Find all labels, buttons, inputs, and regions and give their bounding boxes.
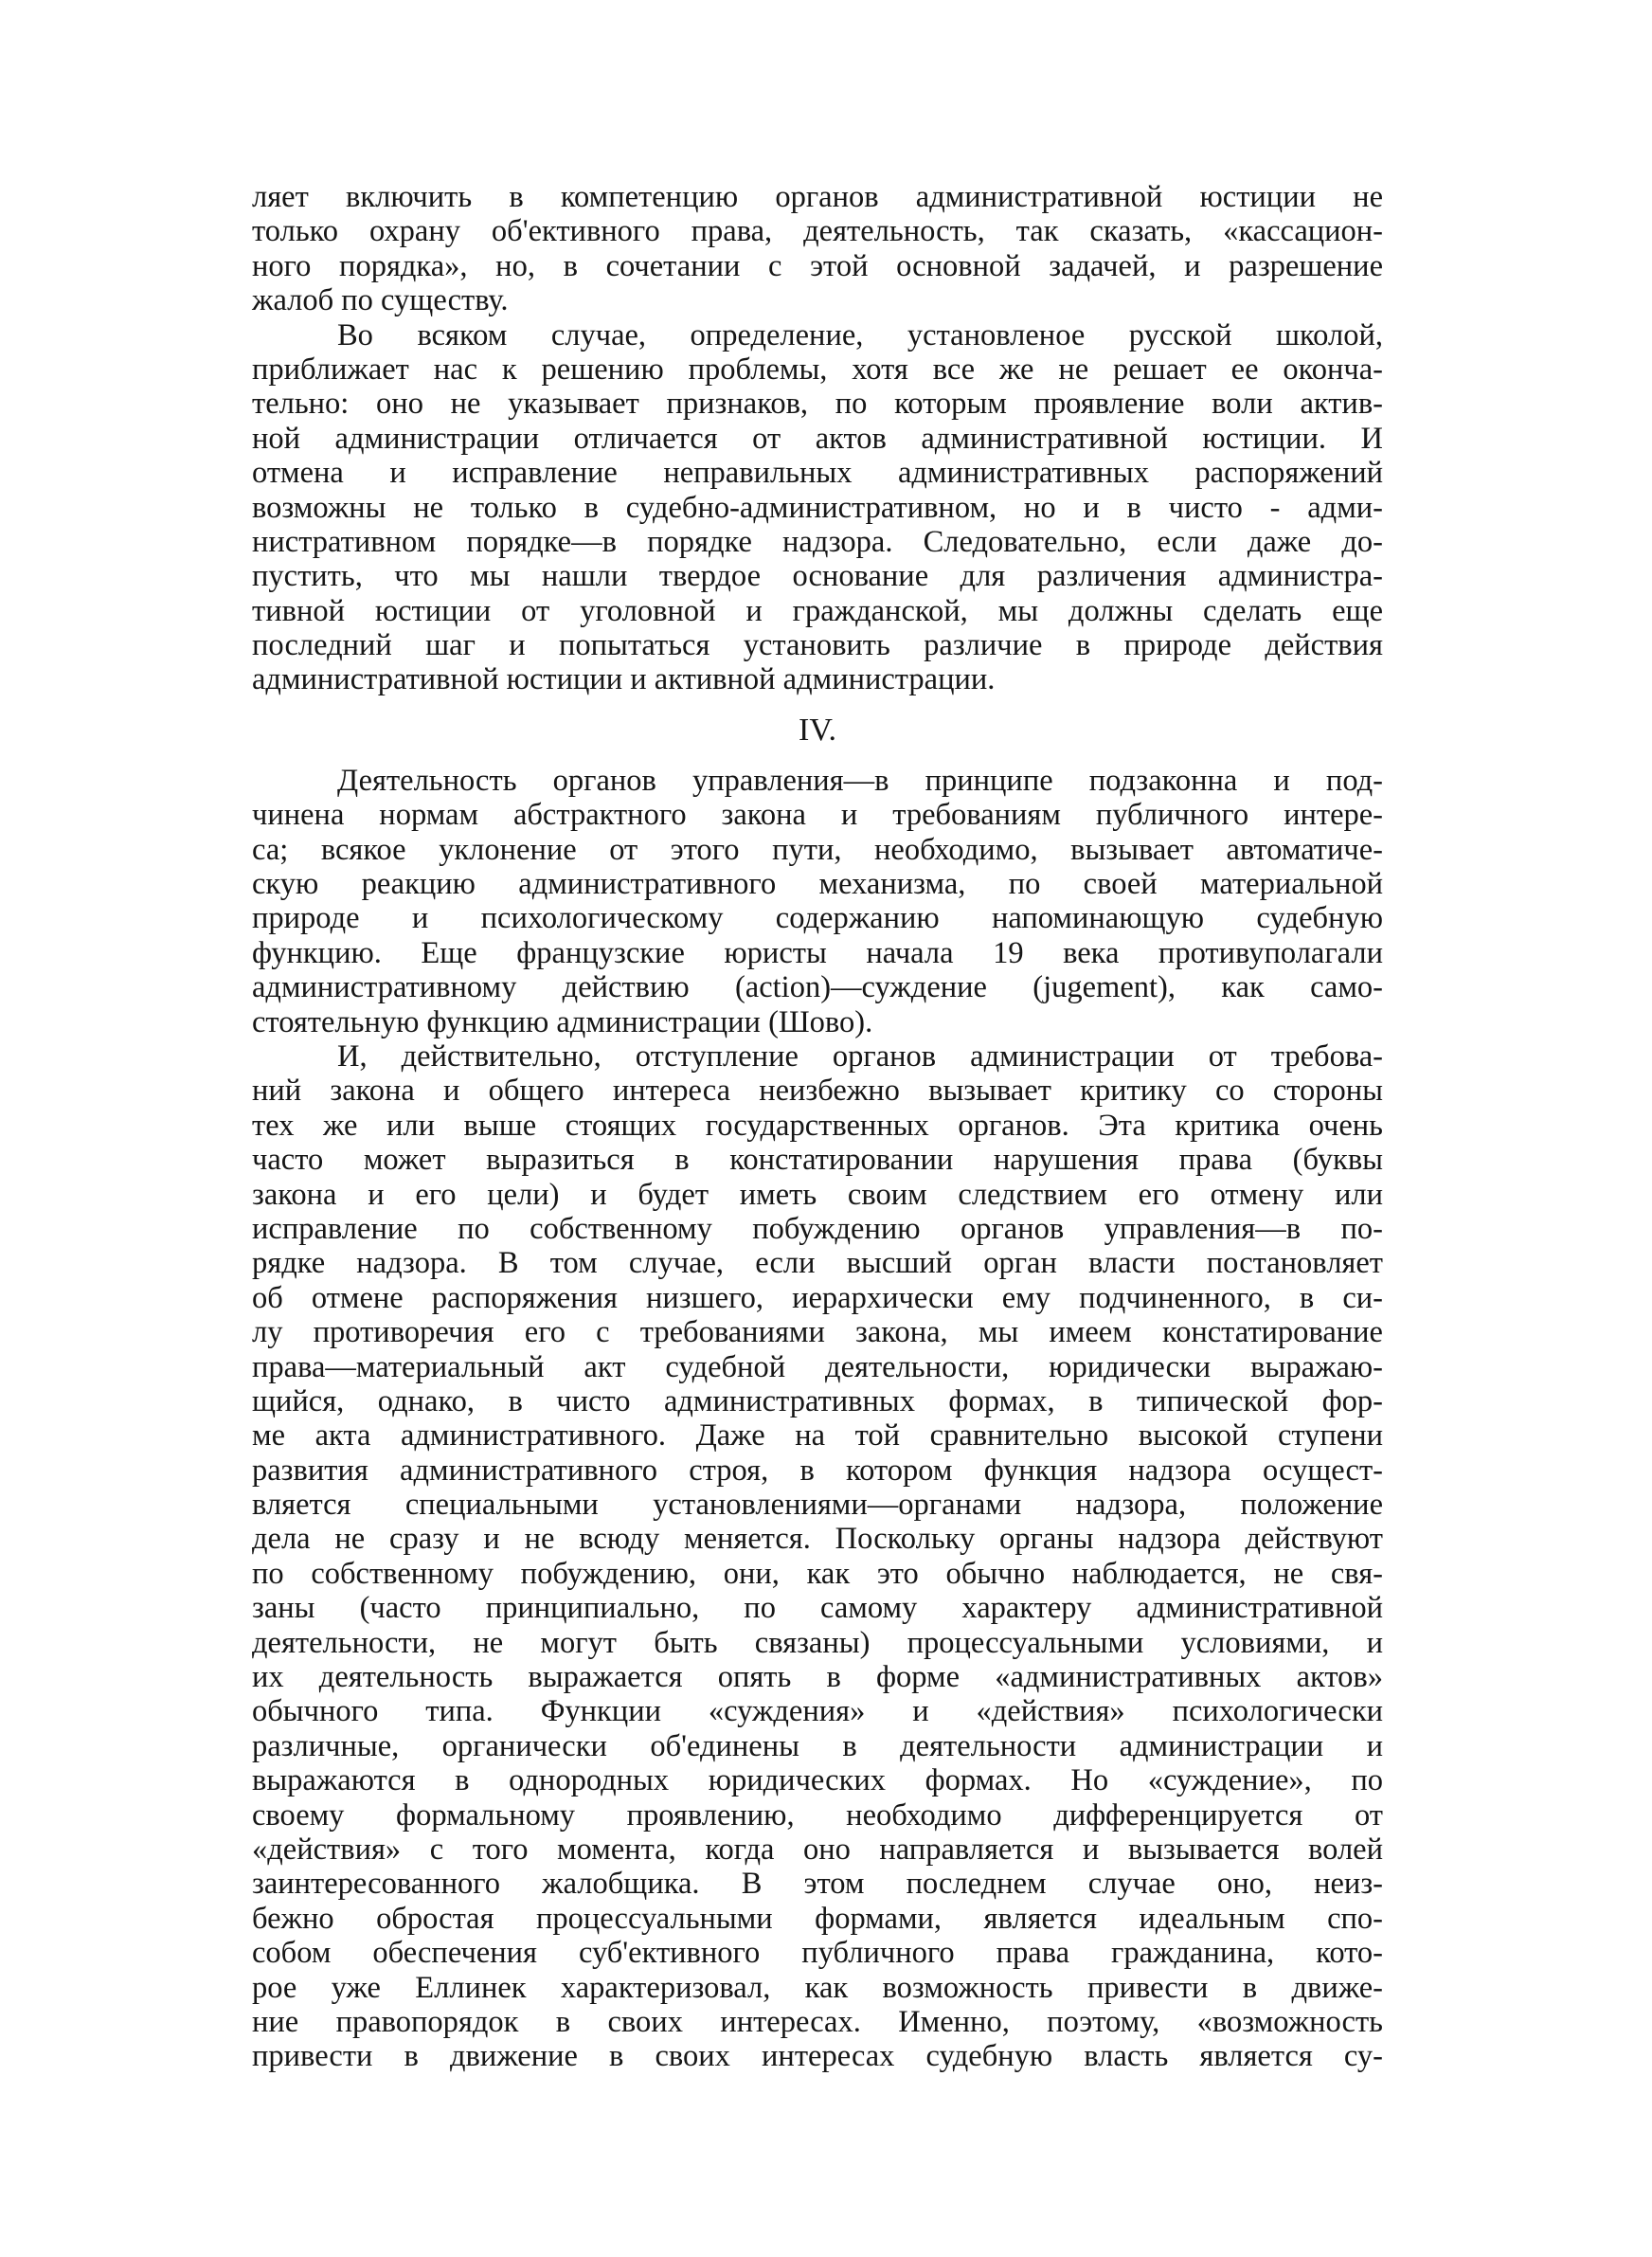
text-line: собом обеспечения суб'ективного публичного права гражданина, кото- <box>252 1936 1383 1971</box>
text-line: стоятельную функцию администрации (Шово). <box>252 1004 873 1039</box>
text-line: нистративном порядке—в порядке надзора. Следовательно, если даже до- <box>252 524 1383 559</box>
text-line: заны (часто принципиально, по самому характеру административной <box>252 1591 1383 1626</box>
text-line: выражаются в однородных юридических формах. Но «суждение», по <box>252 1763 1383 1798</box>
text-line: своему формальному проявлению, необходимо дифференцируется от <box>252 1797 1383 1833</box>
text-line: заинтересованного жалобщика. В этом последнем случае оно, неиз- <box>252 1867 1383 1902</box>
text-line: скую реакцию административного механизма, по своей материальной <box>252 867 1383 902</box>
text-line: ние правопорядок в своих интересах. Именно, поэтому, «возможность <box>252 2004 1383 2039</box>
page-text <box>252 180 1383 2074</box>
text-line: возможны не только в судебно-административном, но и в чисто - адми- <box>252 490 1383 525</box>
text-line: рядке надзора. В том случае, если высший орган власти постановляет <box>252 1246 1383 1281</box>
text-line: пустить, что мы нашли твердое основание для различения администра- <box>252 559 1383 594</box>
text-line: дела не сразу и не всюду меняется. Поскольку органы надзора действуют <box>252 1522 1383 1557</box>
paragraph-continuation <box>252 180 1383 318</box>
text-line: административной юстиции и активной администрации. <box>252 662 996 697</box>
text-line: права—материальный акт судебной деятельности, юридически выражаю- <box>252 1349 1383 1384</box>
text-line: по собственному побуждению, они, как это обычно наблюдается, не свя- <box>252 1556 1383 1591</box>
section-heading: IV. <box>799 712 836 748</box>
text-line: административному действию (action)—суждение (jugement), как само- <box>252 970 1383 1005</box>
text-line: только охрану об'ективного права, деятельность, так сказать, «кассацион- <box>252 214 1383 249</box>
text-line: вляется специальными установлениями—органами надзора, положение <box>252 1488 1383 1523</box>
text-line: функцию. Еще французские юристы начала 19 века противуполагали <box>252 935 1383 970</box>
text-line: деятельности, не могут быть связаны) процессуальными условиями, и <box>252 1625 1383 1660</box>
paragraph-3 <box>252 764 1383 1039</box>
text-line: обычного типа. Функции «суждения» и «действия» психологически <box>252 1694 1383 1729</box>
text-line: последний шаг и попытаться установить различие в природе действия <box>252 628 1383 663</box>
text-line: лу противоречия его с требованиями закона, мы имеем констатирование <box>252 1315 1383 1350</box>
text-line: Во всяком случае, определение, установленое русской школой, <box>337 317 1383 352</box>
paragraph-2 <box>252 318 1383 697</box>
text-line: тивной юстиции от уголовной и гражданской, мы должны сделать еще <box>252 593 1383 628</box>
text-line: чинена нормам абстрактного закона и требованиям публичного интере- <box>252 798 1383 833</box>
text-line: отмена и исправление неправильных административных распоряжений <box>252 456 1383 491</box>
text-line: природе и психологическому содержанию напоминающую судебную <box>252 901 1383 936</box>
text-line: привести в движение в своих интересах судебную власть является су- <box>252 2039 1383 2074</box>
text-line: жалоб по существу. <box>252 283 509 318</box>
text-line: ного порядка», но, в сочетании с этой основной задачей, и разрешение <box>252 248 1383 283</box>
text-line: «действия» с того момента, когда оно направляется и вызывается волей <box>252 1832 1383 1867</box>
text-line: рое уже Еллинек характеризовал, как возможность привести в движе- <box>252 1970 1383 2005</box>
text-line: щийся, однако, в чисто административных формах, в типической фор- <box>252 1383 1383 1418</box>
text-line: бежно обростая процессуальными формами, является идеальным спо- <box>252 1901 1383 1936</box>
paragraph-4 <box>252 1039 1383 2074</box>
text-line: часто может выразиться в констатировании нарушения права (буквы <box>252 1143 1383 1178</box>
text-line: их деятельность выражается опять в форме «административных актов» <box>252 1660 1383 1695</box>
text-line: ляет включить в компетенцию органов административной юстиции не <box>252 180 1383 214</box>
text-line: исправление по собственному побуждению органов управления—в по- <box>252 1211 1383 1246</box>
text-line: ний закона и общего интереса неизбежно вызывает критику со стороны <box>252 1074 1383 1109</box>
text-line: различные, органически об'единены в деятельности администрации и <box>252 1728 1383 1763</box>
text-line: И, действительно, отступление органов администрации от требова- <box>337 1038 1383 1074</box>
text-line: об отмене распоряжения низшего, иерархически ему подчиненного, в си- <box>252 1280 1383 1315</box>
text-line: ной администрации отличается от актов административной юстиции. И <box>252 421 1383 456</box>
text-line: развития административного строя, в котором функция надзора осущест- <box>252 1453 1383 1488</box>
text-line: тех же или выше стоящих государственных органов. Эта критика очень <box>252 1108 1383 1143</box>
text-line: ме акта административного. Даже на той сравнительно высокой ступени <box>252 1418 1383 1454</box>
text-line: закона и его цели) и будет иметь своим следствием его отмену или <box>252 1177 1383 1212</box>
text-line: са; всякое уклонение от этого пути, необходимо, вызывает автоматиче- <box>252 832 1383 867</box>
text-line: приближает нас к решению проблемы, хотя все же не решает ее оконча- <box>252 352 1383 387</box>
text-line: Деятельность органов управления—в принципе подзаконна и под- <box>337 763 1383 798</box>
text-line: тельно: оно не указывает признаков, по которым проявление воли актив- <box>252 387 1383 422</box>
